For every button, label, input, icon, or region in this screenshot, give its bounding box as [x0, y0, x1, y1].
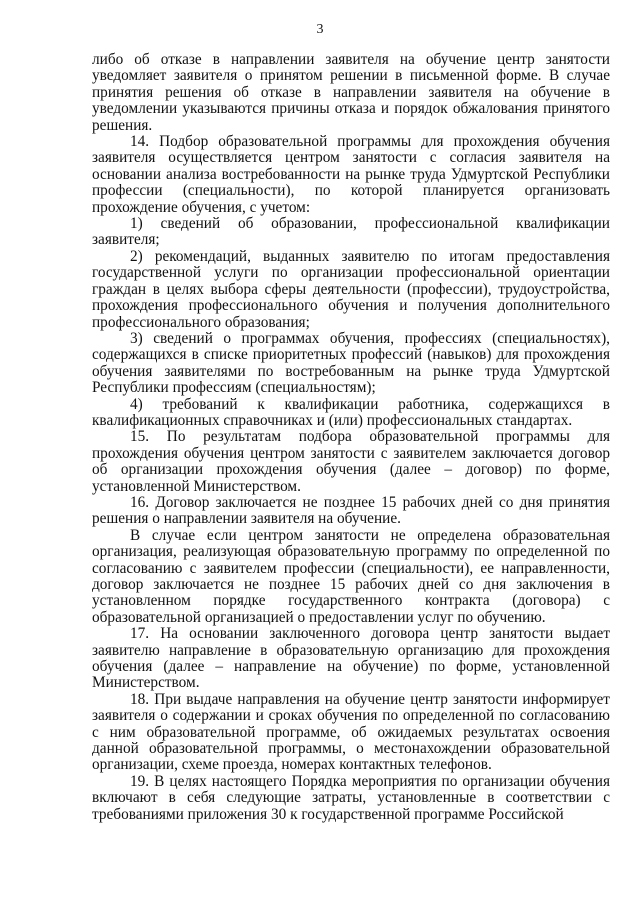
- paragraph-subitem-1: 1) сведений об образовании, профессиональной квалификации заявителя;: [92, 215, 610, 249]
- paragraph-item-16: 16. Договор заключается не позднее 15 рабочих дней со дня принятия решения о направлении заявителя на обучение.: [92, 493, 610, 528]
- paragraph-subitem-4: 4) требований к квалификации работника, содержащихся в квалификационных справочниках и (или) профессиональных стандартах.: [92, 395, 610, 429]
- paragraph-subitem-2: 2) рекомендаций, выданных заявителю по итогам предоставления государственной услуги по организации профессиональной ориентации граждан в целях выбора сферы деятельности (профессии), трудоустройства, прохождения профессионального обучения и получения дополнительного профессионального образования;: [92, 247, 610, 331]
- paragraph-item-14: 14. Подбор образовательной программы для прохождения обучения заявителя осуществляется центром занятости с согласия заявителя на основании анализа востребованности на рынке труда Удмуртской Республики профессии (специальности), по которой планируется организовать прохождение обучения, с учетом:: [92, 133, 610, 216]
- paragraph-item-19: 19. В целях настоящего Порядка мероприятия по организации обучения включают в себя следующие затраты, установленные в соответствии с требованиями приложения 30 к государственной программе Российской: [92, 772, 610, 823]
- paragraph-item-16-cont: В случае если центром занятости не определена образовательная организация, реализующая образовательную программу по определенной по согласованию с заявителем профессии (специальности), ее направленности, договор заключается не позднее 15 рабочих дней со дня заключения в установленном порядке государственного контракта (договора) с образовательной организацией о предоставлении услуг по обучению.: [92, 526, 610, 626]
- document-body: [92, 52, 610, 823]
- paragraph-item-18: 18. При выдаче направления на обучение центр занятости информирует заявителя о содержании и сроках обучения по определенной по согласованию с ним образовательной программе, об ожидаемых результатах освоения данной образовательной программы, о местонахождении образовательной организации, схеме проезда, номерах контактных телефонов.: [92, 690, 610, 774]
- paragraph-item-17: 17. На основании заключенного договора центр занятости выдает заявителю направление в образовательную организацию для прохождения обучения (далее – направление на обучение) по форме, установленной Министерством.: [92, 625, 610, 692]
- page-number: 3: [316, 22, 324, 37]
- paragraph-subitem-3: 3) сведений о программах обучения, профессиях (специальностях), содержащихся в списке приоритетных профессий (навыков) для прохождения обучения заявителями по востребованным на рынке труда Удмуртской Республики профессиям (специальностям);: [92, 329, 610, 397]
- paragraph-item-15: 15. По результатам подбора образовательной программы для прохождения обучения центром занятости с заявителем заключается договор об организации прохождения обучения (далее – договор) по форме, установленной Министерством.: [92, 428, 610, 495]
- paragraph-continuation: либо об отказе в направлении заявителя на обучение центр занятости уведомляет заявителя о принятом решении в письменной форме. В случае принятия решения об отказе в направлении заявителя на обучение в уведомлении указываются причины отказа и порядок обжалования принятого решения.: [92, 51, 610, 134]
